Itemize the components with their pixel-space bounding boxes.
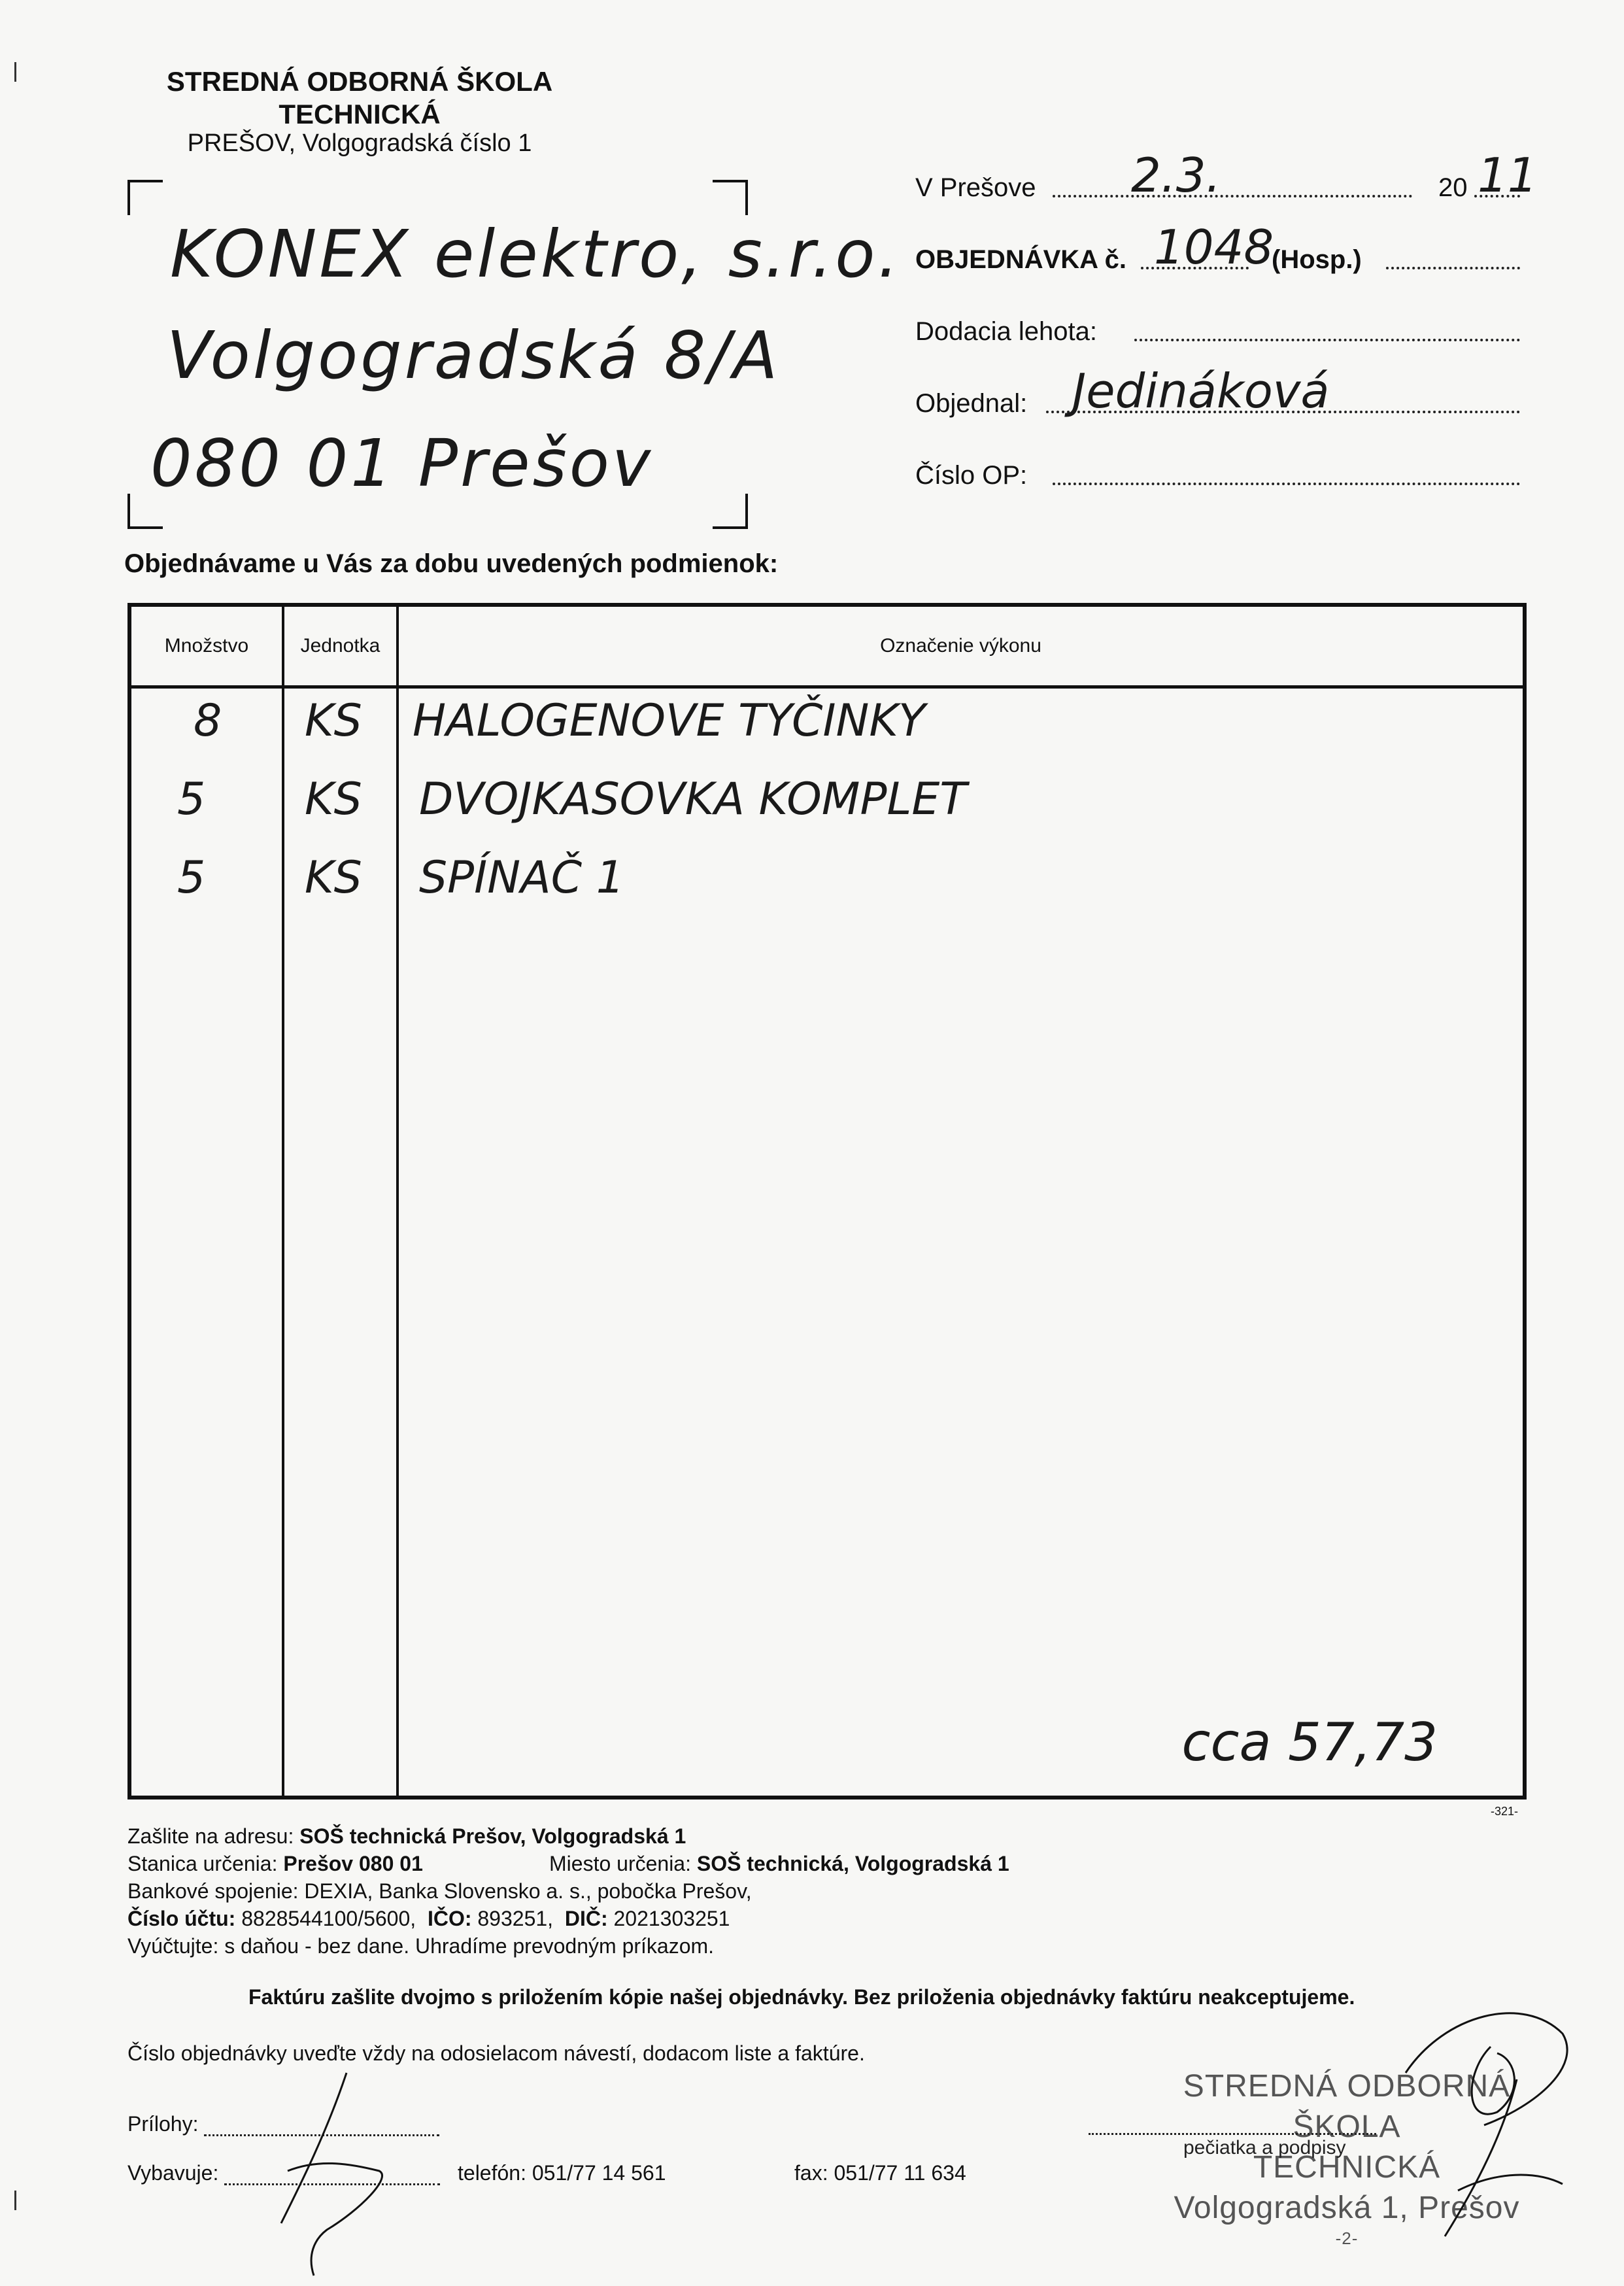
fax-line <box>794 2161 966 2185</box>
row-description: DVOJKASOVKA KOMPLET <box>419 774 967 825</box>
row-unit: KS <box>305 774 362 825</box>
station-label: Stanica určenia: <box>127 1852 278 1875</box>
frame-corner-bottom-right <box>713 494 748 529</box>
row-description: HALOGENOVE TYČINKY <box>413 695 926 747</box>
op-label: Číslo OP: <box>915 461 1028 490</box>
school-name-line2: TECHNICKÁ <box>279 99 441 129</box>
recipient-line1: KONEX elektro, s.r.o. <box>170 216 902 292</box>
attachments-label: Prílohy: <box>127 2112 199 2136</box>
stamp-line2: TECHNICKÁ <box>1253 2150 1441 2185</box>
account-label: Číslo účtu: <box>127 1907 236 1930</box>
destination-label: Miesto určenia: <box>549 1852 691 1875</box>
header-quantity: Množstvo <box>164 635 249 657</box>
row-quantity: 5 <box>177 774 206 825</box>
header-description: Označenie výkonu <box>880 635 1041 657</box>
intro-text: Objednávame u Vás za dobu uvedených podmienok: <box>124 549 779 578</box>
place-label: V Prešove <box>915 173 1036 202</box>
order-table <box>127 603 1527 1800</box>
recipient-line3: 080 01 Prešov <box>150 425 654 502</box>
place-date-field <box>915 148 1538 203</box>
invoice-notice: Faktúru zašlite dvojmo s priložením kópie našej objednávky. Bez priloženia objednávky faktúru neakceptujeme. <box>248 1985 1355 2009</box>
ordered-by-value: Jedináková <box>1072 364 1330 418</box>
handled-by-label: Vybavuje: <box>127 2161 219 2185</box>
phone-value: 051/77 14 561 <box>532 2161 666 2185</box>
ship-to-line <box>127 1824 686 1849</box>
bank-line <box>127 1879 752 1903</box>
ico-label: IČO: <box>427 1907 472 1930</box>
ico-value: 893251, <box>477 1907 554 1930</box>
stamp-signature-label: pečiatka a podpisy <box>1183 2137 1346 2158</box>
billing-line <box>127 1934 714 1958</box>
order-suffix: (Hosp.) <box>1272 245 1362 274</box>
frame-corner-top-right <box>713 180 748 215</box>
header-divider <box>131 685 1523 689</box>
order-number-value: 1048 <box>1154 220 1274 275</box>
ordered-by-label: Objednal: <box>915 389 1028 418</box>
phone-line <box>458 2161 666 2185</box>
recipient-line2: Volgogradská 8/A <box>167 317 781 394</box>
fax-value: 051/77 11 634 <box>834 2161 966 2185</box>
date-value: 2.3. <box>1131 148 1221 203</box>
phone-label: telefón: <box>458 2161 526 2185</box>
row-quantity: 5 <box>177 852 206 904</box>
delivery-field <box>915 307 1523 347</box>
ordered-by-field <box>915 364 1523 418</box>
delivery-label: Dodacia lehota: <box>915 317 1097 346</box>
school-name <box>98 65 621 131</box>
billing-value: s daňou - bez dane. Uhradíme prevodným príkazom. <box>224 1934 715 1958</box>
total-amount: cca 57,73 <box>1181 1712 1438 1773</box>
destination-value: SOŠ technická, Volgogradská 1 <box>696 1852 1009 1875</box>
ship-label: Zašlite na adresu: <box>127 1824 294 1848</box>
station-line <box>127 1852 423 1876</box>
op-number-field <box>915 451 1523 490</box>
approver-signature <box>1366 1975 1589 2249</box>
bank-value: DEXIA, Banka Slovensko a. s., pobočka Prešov, <box>304 1879 752 1903</box>
year-value: 11 <box>1478 148 1538 203</box>
account-value: 8828544100/5600, <box>241 1907 416 1930</box>
dic-label: DIČ: <box>564 1907 608 1930</box>
school-address: PREŠOV, Volgogradská číslo 1 <box>187 129 532 157</box>
bank-label: Bankové spojenie: <box>127 1879 299 1903</box>
table-row <box>131 774 1523 845</box>
year-prefix: 20 <box>1438 173 1468 202</box>
row-unit: KS <box>305 852 362 904</box>
order-number-field <box>915 220 1523 275</box>
header-unit: Jednotka <box>300 635 381 657</box>
op-line <box>1053 483 1520 485</box>
ship-value: SOŠ technická Prešov, Volgogradská 1 <box>299 1824 686 1848</box>
form-number: -321- <box>1491 1805 1519 1818</box>
dic-value: 2021303251 <box>613 1907 730 1930</box>
order-number-note: Číslo objednávky uveďte vždy na odosielacom návestí, dodacom liste a faktúre. <box>127 2041 865 2065</box>
date-line <box>1053 195 1412 197</box>
order-label: OBJEDNÁVKA č. <box>915 245 1127 274</box>
stamp-line1: STREDNÁ ODBORNÁ ŠKOLA <box>1183 2069 1511 2144</box>
fax-label: fax: <box>794 2161 828 2185</box>
row-quantity: 8 <box>194 695 222 747</box>
order-suffix-line <box>1386 267 1520 269</box>
row-description: SPÍNAČ 1 <box>419 852 624 904</box>
row-unit: KS <box>305 695 362 747</box>
signature-line <box>1089 2133 1376 2135</box>
margin-tick <box>14 62 16 82</box>
stamp-line3: Volgogradská 1, Prešov <box>1174 2191 1520 2225</box>
frame-corner-top-left <box>127 180 163 215</box>
stamp-line4: -2- <box>1335 2228 1359 2248</box>
margin-tick <box>14 2191 16 2210</box>
billing-label: Vyúčtujte: <box>127 1934 219 1958</box>
table-row <box>131 852 1523 924</box>
destination-line <box>549 1852 1009 1876</box>
handled-by-signature <box>248 2060 418 2286</box>
account-line <box>127 1907 730 1931</box>
station-value: Prešov 080 01 <box>283 1852 423 1875</box>
delivery-line <box>1134 339 1520 341</box>
table-row <box>131 695 1523 767</box>
school-name-line1: STREDNÁ ODBORNÁ ŠKOLA <box>166 66 553 97</box>
